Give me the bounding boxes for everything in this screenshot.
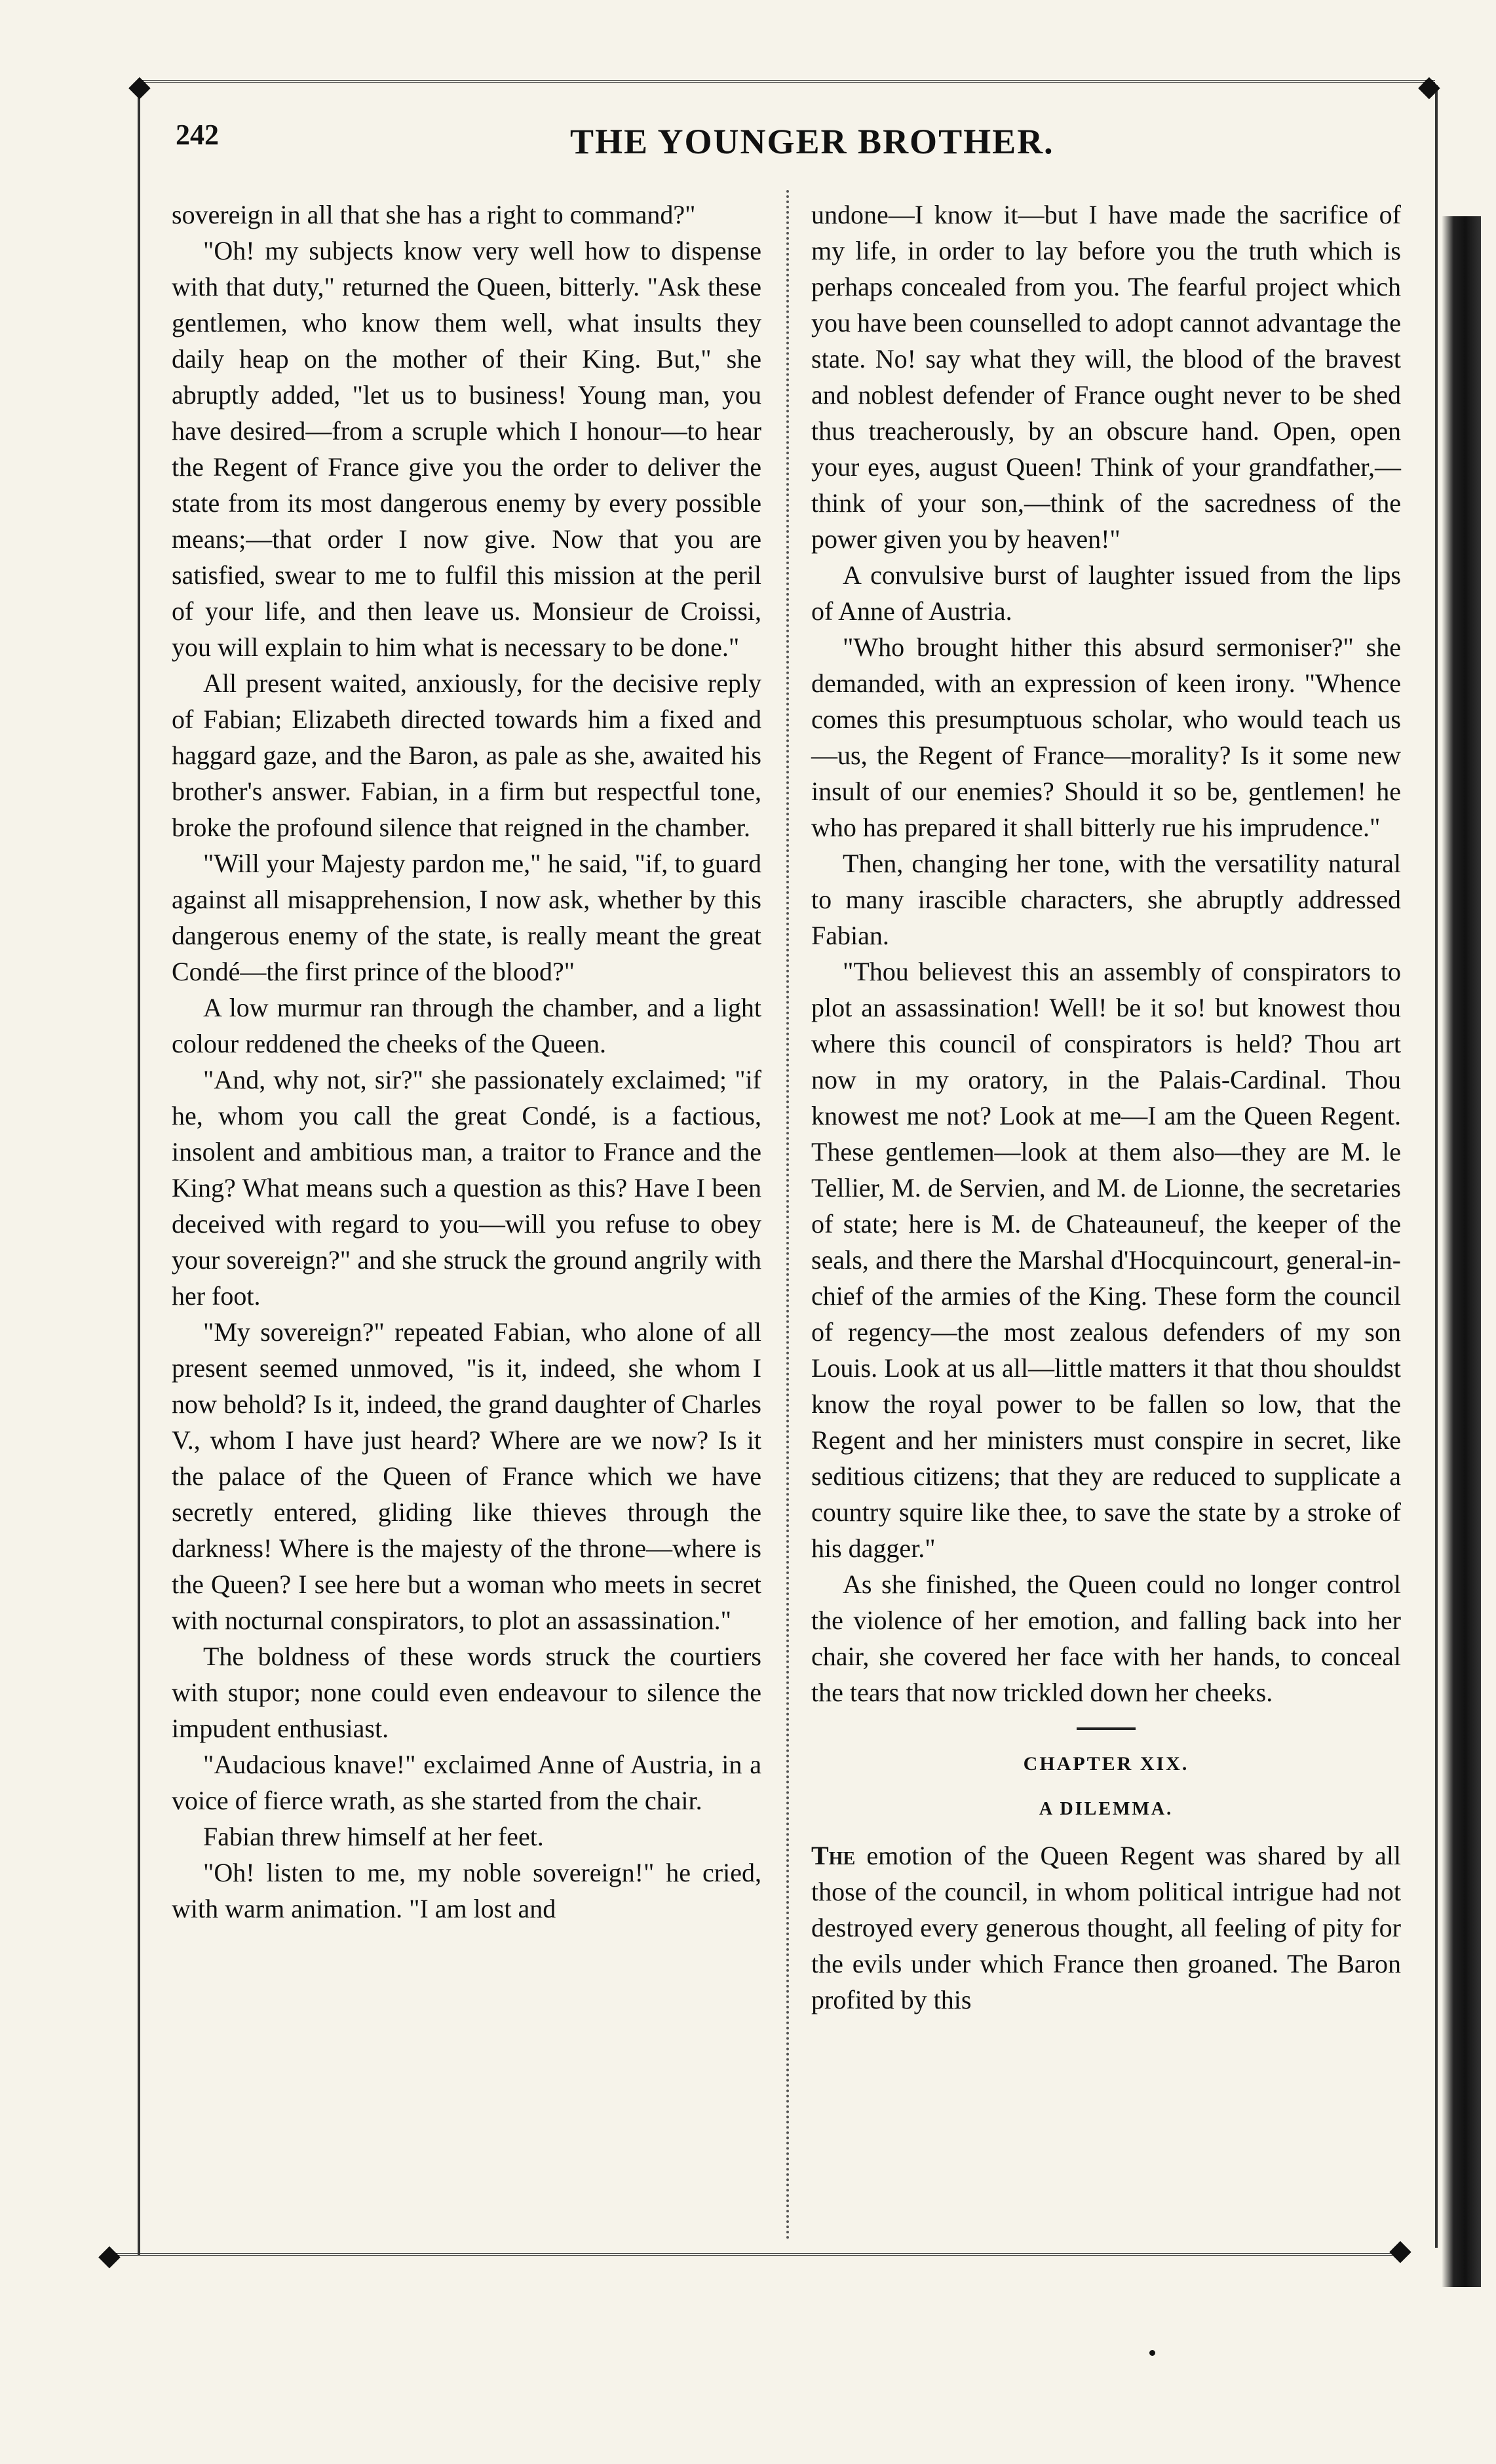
paragraph: A convulsive burst of laughter issued from the lips of Anne of Austria. (811, 560, 1401, 626)
corner-ornament-icon: ◆ (1418, 69, 1440, 103)
corner-ornament-icon: ◆ (98, 2239, 121, 2272)
paragraph: "Oh! my subjects know very well how to dispense with that duty," returned the Queen, bitterly. "Ask these gentlemen, who know them well, what insults they daily heap on the mother of their King. But," she abruptly added, "let us to business! Young man, you have desired—from a scruple which I honour—to hear the Regent of France give you the order to deliver the state from its most dangerous enemy by every possible means;—that order I now give. Now that you are satisfied, swear to me to fulfil this mission at the peril of your life, and then leave us. Monsieur de Croissi, you will explain to him what is necessary to be done." (172, 236, 761, 662)
right-border-rule (1435, 85, 1438, 2248)
paragraph: "Audacious knave!" exclaimed Anne of Austria, in a voice of fierce wrath, as she started from the chair. (172, 1750, 761, 1815)
paragraph: The boldness of these words struck the courtiers with stupor; none could even endeavour to silence the impudent enthusiast. (172, 1642, 761, 1743)
page-number: 242 (176, 119, 219, 151)
column-divider (786, 190, 789, 2241)
paragraph: All present waited, anxiously, for the decisive reply of Fabian; Elizabeth directed towards him a fixed and haggard gaze, and the Baron, as pale as she, awaited his brother's answer. Fabian, in a firm but respectful tone, broke the profound silence that reigned in the chamber. (172, 668, 761, 842)
paragraph: "And, why not, sir?" she passionately exclaimed; "if he, whom you call the great Condé, is a factious, insolent and ambitious man, a traitor to France and the King? What means such a question as this? Have I been deceived with regard to you—will you refuse to obey your sovereign?" and she struck the ground angrily with her foot. (172, 1065, 761, 1311)
paragraph: "Who brought hither this absurd sermoniser?" she demanded, with an expression of keen irony. "Whence comes this presumptuous scholar, who would teach us—us, the Regent of France—morality? Is it some new insult of our enemies? Should it so be, gentlemen! he who has prepared it shall bitterly rue his imprudence." (811, 632, 1401, 842)
running-title: THE YOUNGER BROTHER. (570, 122, 1054, 161)
paragraph: sovereign in all that she has a right to command?" (172, 200, 696, 229)
paragraph: "My sovereign?" repeated Fabian, who alone of all present seemed unmoved, "is it, indeed, she whom I now behold? Is it, indeed, the grand daughter of Charles V., whom I have just heard? Where are we now? Is it the palace of the Queen of France which we have secretly entered, gliding like thieves through the darkness! Where is the majesty of the throne—where is the Queen? I see here but a woman who meets in secret with nocturnal conspirators, to plot an assassination." (172, 1317, 761, 1635)
paragraph: "Oh! listen to me, my noble sovereign!" he cried, with warm animation. "I am lost and (172, 1858, 761, 1923)
paragraph: Then, changing her tone, with the versatility natural to many irascible characters, she abruptly addressed Fabian. (811, 849, 1401, 950)
chapter-rule (1077, 1727, 1136, 1730)
bottom-border-rule (105, 2253, 1402, 2262)
paragraph: undone—I know it—but I have made the sacrifice of my life, in order to lay before you the truth which is perhaps concealed from you. The fearful project which you have been counselled to adopt cannot advantage the state. No! say what they will, the blood of the bravest and noblest defender of France ought never to be shed thus treacherously, by an obscure hand. Open, open your eyes, august Queen! Think of your grandfather,—think of your son,—think of the sacredness of the power given you by heaven!" (811, 200, 1401, 554)
corner-ornament-icon: ◆ (1389, 2233, 1411, 2267)
left-column (172, 197, 761, 1927)
corner-ornament-icon: ◆ (128, 69, 151, 103)
chapter-title: A DILEMMA. (1039, 1799, 1174, 1819)
chapter-opening-paragraph (811, 1838, 1401, 2018)
chapter-heading: CHAPTER XIX. (1023, 1753, 1189, 1775)
page-edge-shadow (1442, 216, 1481, 2287)
right-column (811, 197, 1401, 2018)
chapter-opening-text: emotion of the Queen Regent was shared by all those of the council, in whom political intrigue had not destroyed every generous thought, all feeling of pity for the evils under which France then groaned. The Baron profited by this (811, 1841, 1402, 2014)
paragraph: "Thou believest this an assembly of conspirators to plot an assassination! Well! be it so! but knowest thou where this council of conspirators is held? Thou art now in my oratory, in the Palais-Cardinal. Thou knowest me not? Look at me—I am the Queen Regent. These gentlemen—look at them also—they are M. le Tellier, M. de Servien, and M. de Lionne, the secretaries of state; here is M. de Chateauneuf, the keeper of the seals, and there the Marshal d'Hocquincourt, general-in-chief of the armies of the King. These form the council of regency—the most zealous defenders of my son Louis. Look at us all—little matters it that thou shouldst know the royal power to be fallen so low, that the Regent and her ministers must conspire in secret, like seditious citizens; that they are reduced to supplicate a country squire like thee, to save the state by a stroke of his dagger." (811, 957, 1401, 1563)
paragraph: "Will your Majesty pardon me," he said, "if, to guard against all misapprehension, I now ask, whether by this dangerous enemy of the state, is really meant the great Condé—the first prince of the blood?" (172, 849, 761, 986)
chapter-lead-word: The (811, 1841, 856, 1870)
left-border-rule (138, 85, 140, 2256)
paragraph: Fabian threw himself at her feet. (203, 1822, 544, 1851)
ink-speck (1149, 2350, 1155, 2356)
paragraph: A low murmur ran through the chamber, and a light colour reddened the cheeks of the Queen. (172, 993, 761, 1058)
top-border-rule (138, 80, 1435, 94)
paragraph: As she finished, the Queen could no longer control the violence of her emotion, and falling back into her chair, she covered her face with her hands, to conceal the tears that now trickled down her cheeks. (811, 1569, 1401, 1707)
